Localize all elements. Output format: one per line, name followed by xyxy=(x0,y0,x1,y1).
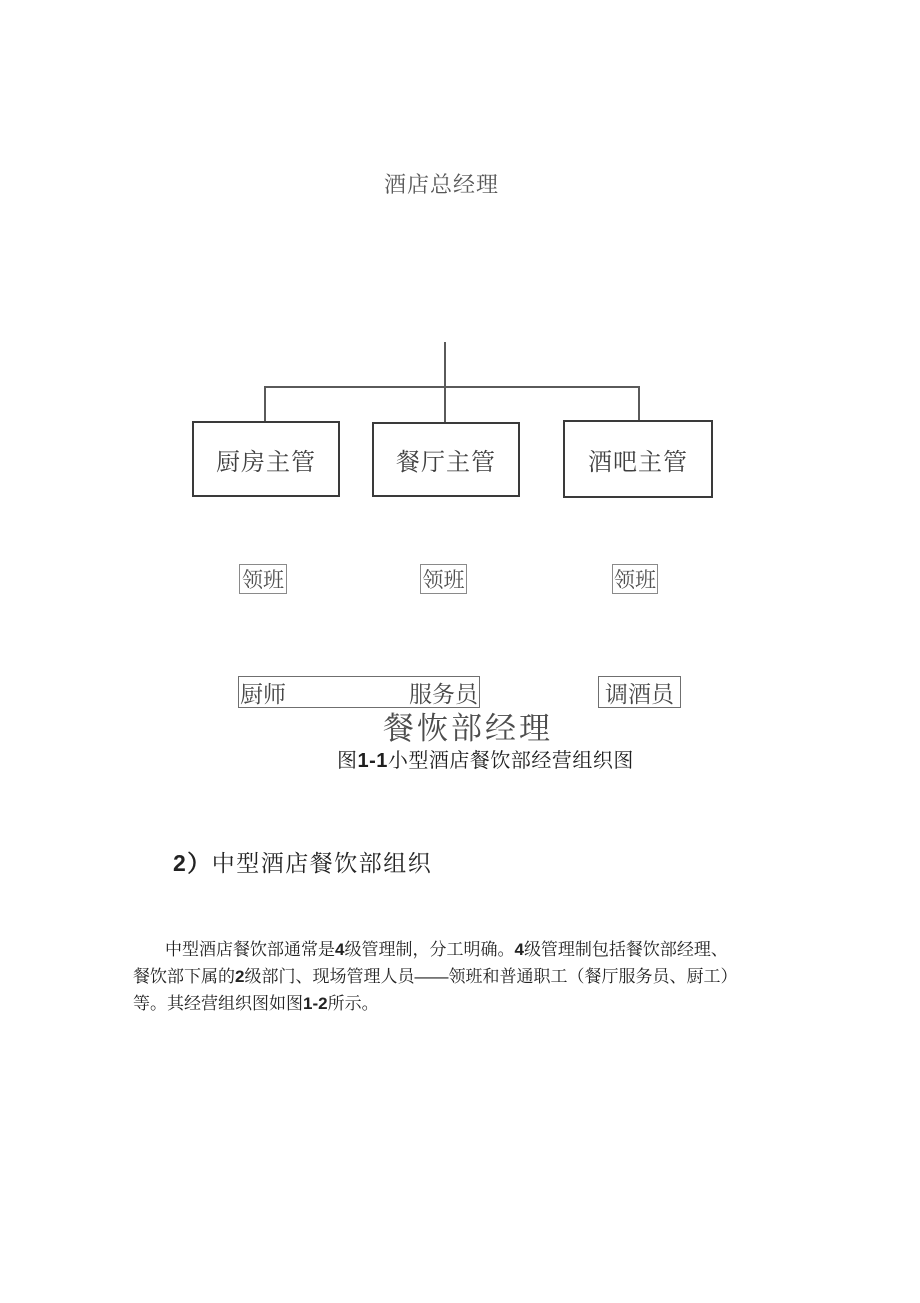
body-paragraph xyxy=(133,936,773,1017)
foreman-label: 领班 xyxy=(614,569,656,592)
foreman-box xyxy=(612,564,658,594)
foreman-box xyxy=(420,564,467,594)
connector-horizontal-bar xyxy=(264,386,640,388)
paragraph-line: 餐饮部下属的2级部门、现场管理人员——领班和普通职工（餐厅服务员、厨工） xyxy=(133,967,738,986)
supervisor-box-label: 餐厅主管 xyxy=(396,449,496,476)
connector-vertical-stem xyxy=(444,342,446,422)
connector-drop-right xyxy=(638,388,640,421)
staff-box-bartender xyxy=(598,676,681,708)
supervisor-box-restaurant xyxy=(372,422,520,497)
bartender-label: 调酒员 xyxy=(605,680,674,707)
foreman-box xyxy=(239,564,287,594)
figure-caption: 图1-1小型酒店餐饮部经营组织图 xyxy=(337,750,634,772)
org-root-label: 酒店总经理 xyxy=(384,172,500,197)
fnb-manager-label: 餐恢部经理 xyxy=(383,711,553,746)
foreman-label: 领班 xyxy=(422,569,465,592)
chef-label: 厨师 xyxy=(240,680,286,707)
supervisor-box-bar xyxy=(563,420,713,498)
supervisor-box-kitchen xyxy=(192,421,340,497)
section-heading: 2）中型酒店餐饮部组织 xyxy=(173,850,433,876)
foreman-label: 领班 xyxy=(242,569,284,592)
paragraph-line: 等。其经营组织图如图1-2所示。 xyxy=(133,994,379,1013)
connector-drop-left xyxy=(264,388,266,422)
supervisor-box-label: 酒吧主管 xyxy=(588,448,688,476)
waiter-label: 服务员 xyxy=(409,680,478,707)
supervisor-box-label: 厨房主管 xyxy=(216,448,316,476)
paragraph-line: 中型酒店餐饮部通常是4级管理制，分工明确。4级管理制包括餐饮部经理、 xyxy=(165,940,728,959)
